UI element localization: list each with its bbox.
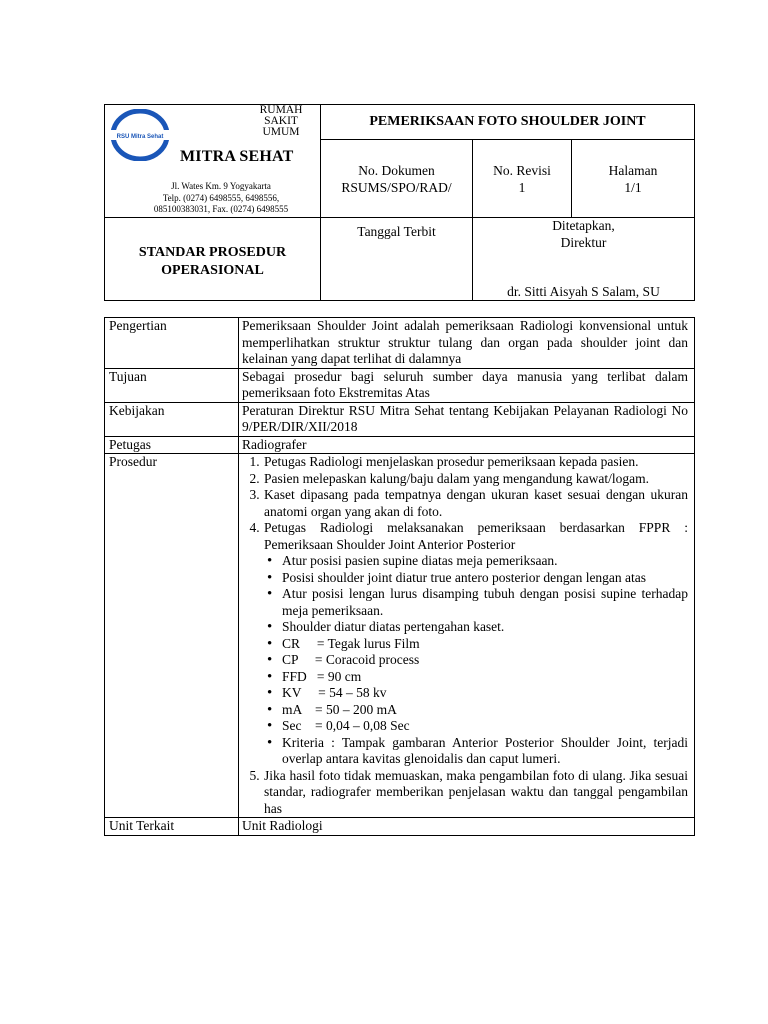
procedure-steps [239, 454, 695, 818]
page-value: 1/1 [624, 179, 642, 195]
rs-label-line: SAKIT [264, 115, 298, 127]
policy-text: Peraturan Direktur RSU Mitra Sehat tentang Kebijakan Pelayanan Radiologi No 9/PER/DIR/XII/2018 [239, 402, 695, 436]
hospital-address [131, 181, 311, 216]
sop-heading-line: OPERASIONAL [161, 263, 264, 278]
address-line: 085100383031, Fax. (0274) 6498555 [153, 204, 289, 214]
bullet-item: • CR = Tegak lurus Film [282, 636, 688, 653]
bullet-item: • KV = 54 – 58 kv [282, 685, 688, 702]
approval-line: Direktur [560, 234, 607, 250]
list-item: 5. Jika hasil foto tidak memuaskan, maka pengambilan foto di ulang. Jika sesuai standar, radiografer memberikan penjelasan waktu dan tanggal pengambilan has [263, 768, 688, 818]
address-line: Telp. (0274) 6498555, 6498556, [162, 192, 280, 203]
document-number-cell [321, 140, 473, 218]
doc-number-label: No. Dokumen [358, 162, 435, 178]
document-title: PEMERIKSAAN FOTO SHOULDER JOINT [321, 105, 695, 140]
rs-label-line: UMUM [262, 126, 300, 138]
list-item [263, 520, 688, 768]
bullet-item: • Posisi shoulder joint diatur true antero posterior dengan lengan atas [282, 570, 688, 587]
approval-cell [473, 218, 695, 301]
definition-text: Pemeriksaan Shoulder Joint adalah pemeriksaan Radiologi konvensional untuk memperlihatkan struktur struktur tulang dan organ pada shoulder joint dan kelainan yang dapat terlihat di dalamnya [239, 318, 695, 369]
related-unit-text: Unit Radiologi [239, 818, 695, 836]
table-row [105, 402, 695, 436]
hospital-logo [111, 109, 169, 161]
page-cell [572, 140, 695, 218]
bullet-item: • Kriteria : Tampak gambaran Anterior Posterior Shoulder Joint, terjadi overlap antara kavitas glenoidalis dan caput lumeri. [282, 735, 688, 768]
bullet-item: • Sec = 0,04 – 0,08 Sec [282, 718, 688, 735]
revision-cell [473, 140, 572, 218]
bullet-item: • CP = Coracoid process [282, 652, 688, 669]
procedure-list [242, 454, 688, 817]
hospital-type-label [256, 105, 306, 138]
logo-text: RSU Mitra Sehat [116, 134, 164, 140]
row-label: Petugas [105, 436, 239, 454]
issue-date-label: Tanggal Terbit [357, 224, 436, 239]
list-item: 2. Pasien melepaskan kalung/baju dalam yang mengandung kawat/logam. [263, 471, 688, 488]
table-row [105, 436, 695, 454]
hospital-identity [105, 105, 321, 218]
procedure-table [104, 317, 695, 836]
rs-label-line: RUMAH [259, 104, 303, 116]
bullet-item: • FFD = 90 cm [282, 669, 688, 686]
address-line: Jl. Wates Km. 9 Yogyakarta [171, 181, 271, 191]
sop-heading [105, 218, 321, 301]
page-label: Halaman [608, 162, 658, 178]
positioning-list [264, 553, 688, 768]
table-row [105, 318, 695, 369]
issue-date-cell [321, 218, 473, 301]
row-label: Pengertian [105, 318, 239, 369]
row-label: Prosedur [105, 454, 239, 818]
officer-text: Radiografer [239, 436, 695, 454]
revision-value: 1 [518, 179, 526, 195]
purpose-text: Sebagai prosedur bagi seluruh sumber daya manusia yang terlibat dalam pemeriksaan foto Ekstremitas Atas [239, 368, 695, 402]
header-table [104, 104, 695, 301]
bullet-item: • Shoulder diatur diatas pertengahan kaset. [282, 619, 688, 636]
step4-intro: 4. Petugas Radiologi melaksanakan pemeriksaan berdasarkan FPPR : Pemeriksaan Shoulder Joint Anterior Posterior [264, 520, 688, 552]
bullet-item: • Atur posisi lengan lurus disamping tubuh dengan posisi supine terhadap meja pemeriksaan. [282, 586, 688, 619]
approval-line: Ditetapkan, [552, 218, 615, 233]
list-item: 1. Petugas Radiologi menjelaskan prosedur pemeriksaan kepada pasien. [263, 454, 688, 471]
approval-title [473, 218, 694, 251]
table-row [105, 818, 695, 836]
row-label: Tujuan [105, 368, 239, 402]
hospital-name: MITRA SEHAT [180, 148, 294, 165]
doc-number-value: RSUMS/SPO/RAD/ [341, 179, 452, 195]
bullet-item: • mA = 50 – 200 mA [282, 702, 688, 719]
sop-heading-line: STANDAR PROSEDUR [138, 245, 287, 260]
row-label: Unit Terkait [105, 818, 239, 836]
list-item: 3. Kaset dipasang pada tempatnya dengan ukuran kaset sesuai dengan ukuran anatomi organ yang akan di foto. [263, 487, 688, 520]
revision-label: No. Revisi [493, 162, 551, 178]
table-row [105, 368, 695, 402]
bullet-item: • Atur posisi pasien supine diatas meja pemeriksaan. [282, 553, 688, 570]
table-row [105, 454, 695, 818]
row-label: Kebijakan [105, 402, 239, 436]
director-name: dr. Sitti Aisyah S Salam, SU [507, 283, 660, 299]
